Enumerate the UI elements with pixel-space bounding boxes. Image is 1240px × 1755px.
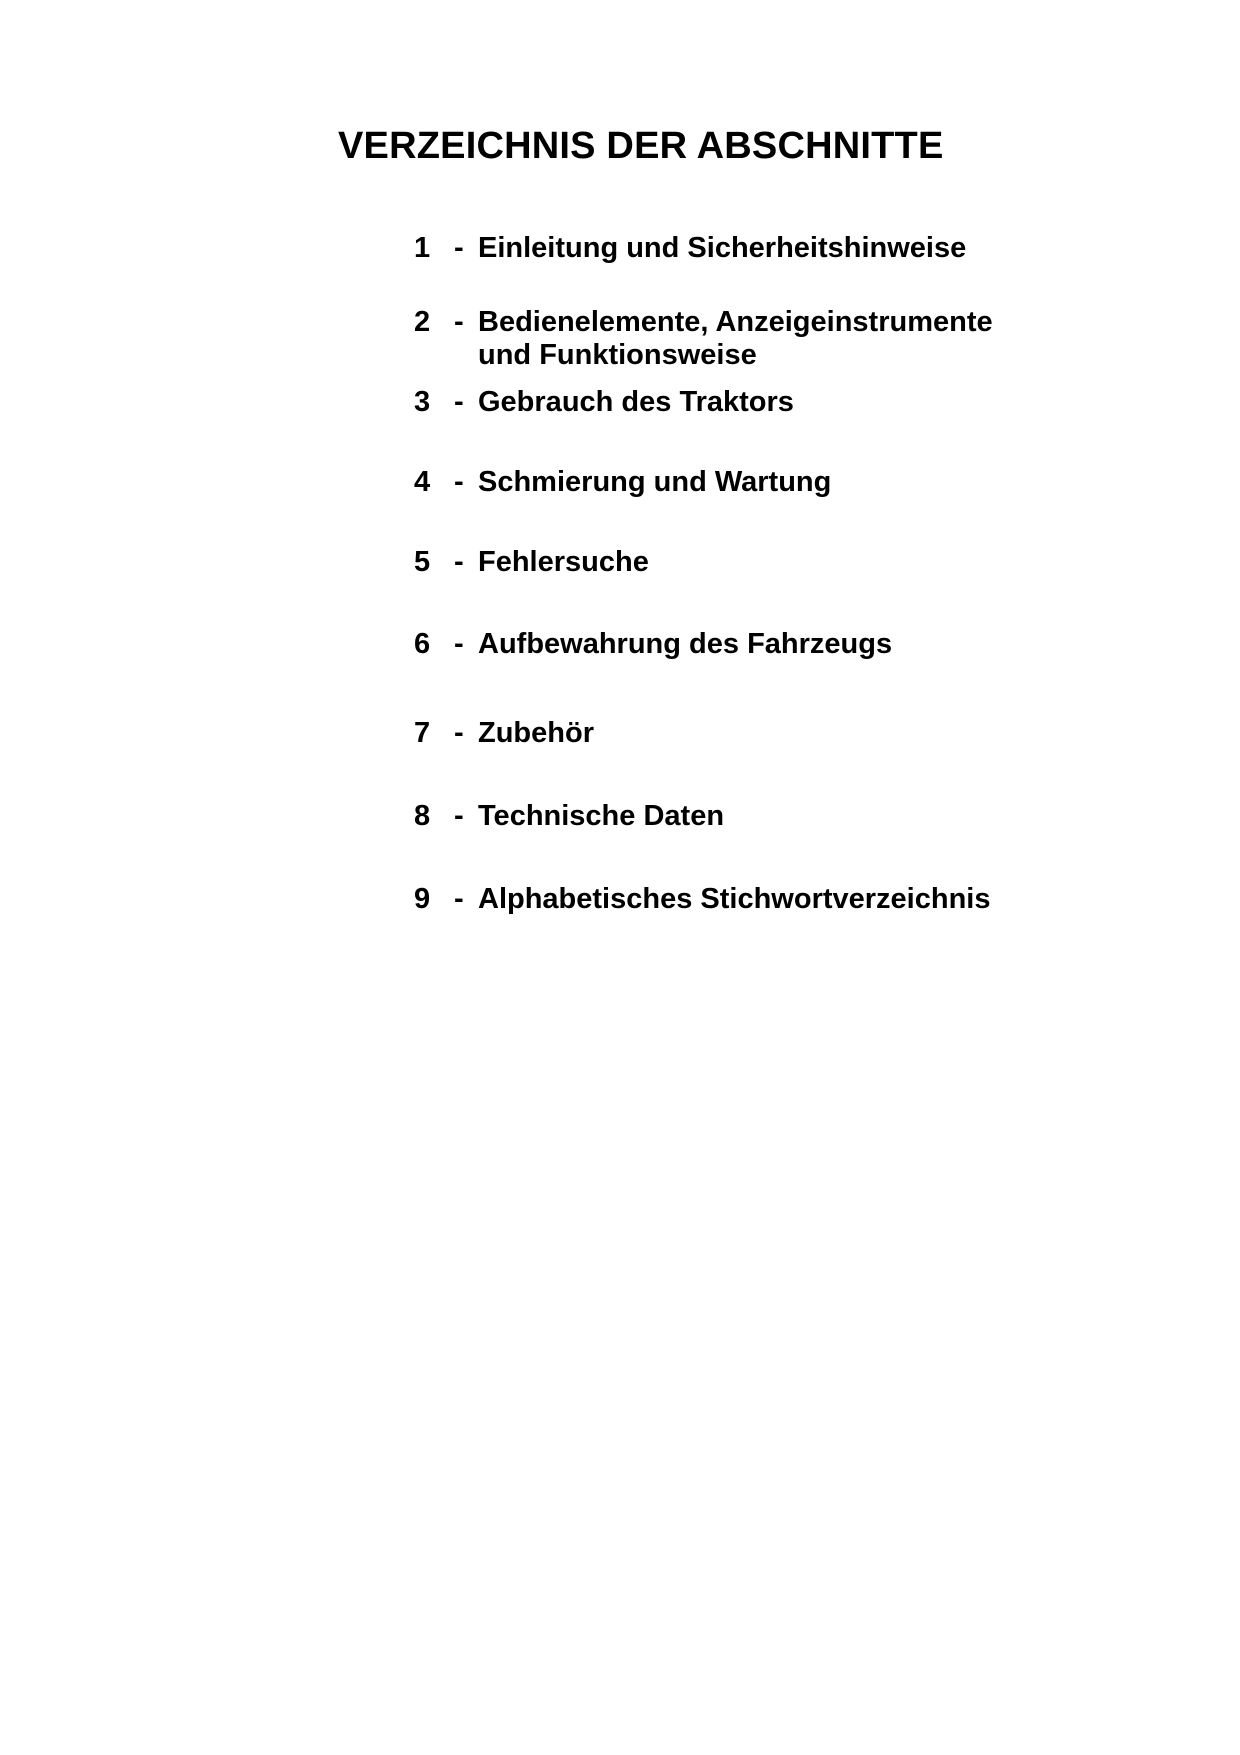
toc-number: 8: [414, 800, 431, 832]
page-title: VERZEICHNIS DER ABSCHNITTE: [338, 125, 944, 167]
toc-dash: -: [454, 546, 464, 578]
toc-title-line: Fehlersuche: [478, 546, 649, 578]
toc-title: [478, 628, 892, 661]
toc-title-line: Alphabetisches Stichwortverzeichnis: [478, 883, 991, 915]
toc-dash: -: [454, 232, 464, 264]
toc-number: 6: [414, 628, 431, 660]
toc-title: [478, 466, 831, 499]
toc-title: [478, 306, 993, 372]
toc-dash: -: [454, 883, 464, 915]
toc-title: [478, 386, 794, 419]
toc-title: [478, 546, 649, 579]
toc-dash: -: [454, 800, 464, 832]
toc-dash: -: [454, 306, 464, 338]
toc-title-line: Aufbewahrung des Fahrzeugs: [478, 628, 893, 660]
toc-title-line: Technische Daten: [478, 800, 725, 832]
toc-title-line: Bedienelemente, Anzeigeinstrumente: [478, 306, 993, 338]
toc-number: 4: [414, 466, 431, 498]
toc-title: [478, 800, 724, 833]
toc-title-line: Zubehör: [478, 717, 594, 749]
toc-dash: -: [454, 466, 464, 498]
toc-dash: -: [454, 386, 464, 418]
toc-number: 1: [414, 232, 431, 264]
toc-title: [478, 232, 966, 265]
toc-title-line: Einleitung und Sicherheitshinweise: [478, 232, 967, 264]
toc-number: 9: [414, 883, 431, 915]
toc-number: 5: [414, 546, 431, 578]
toc-number: 7: [414, 717, 431, 749]
toc-number: 2: [414, 306, 431, 338]
toc-number: 3: [414, 386, 431, 418]
toc-title-line: Gebrauch des Traktors: [478, 386, 794, 418]
toc-title-line: Schmierung und Wartung: [478, 466, 832, 498]
toc-title: [478, 717, 594, 750]
toc-dash: -: [454, 628, 464, 660]
toc-title-line: und Funktionsweise: [478, 339, 757, 371]
toc-dash: -: [454, 717, 464, 749]
toc-title: [478, 883, 990, 916]
